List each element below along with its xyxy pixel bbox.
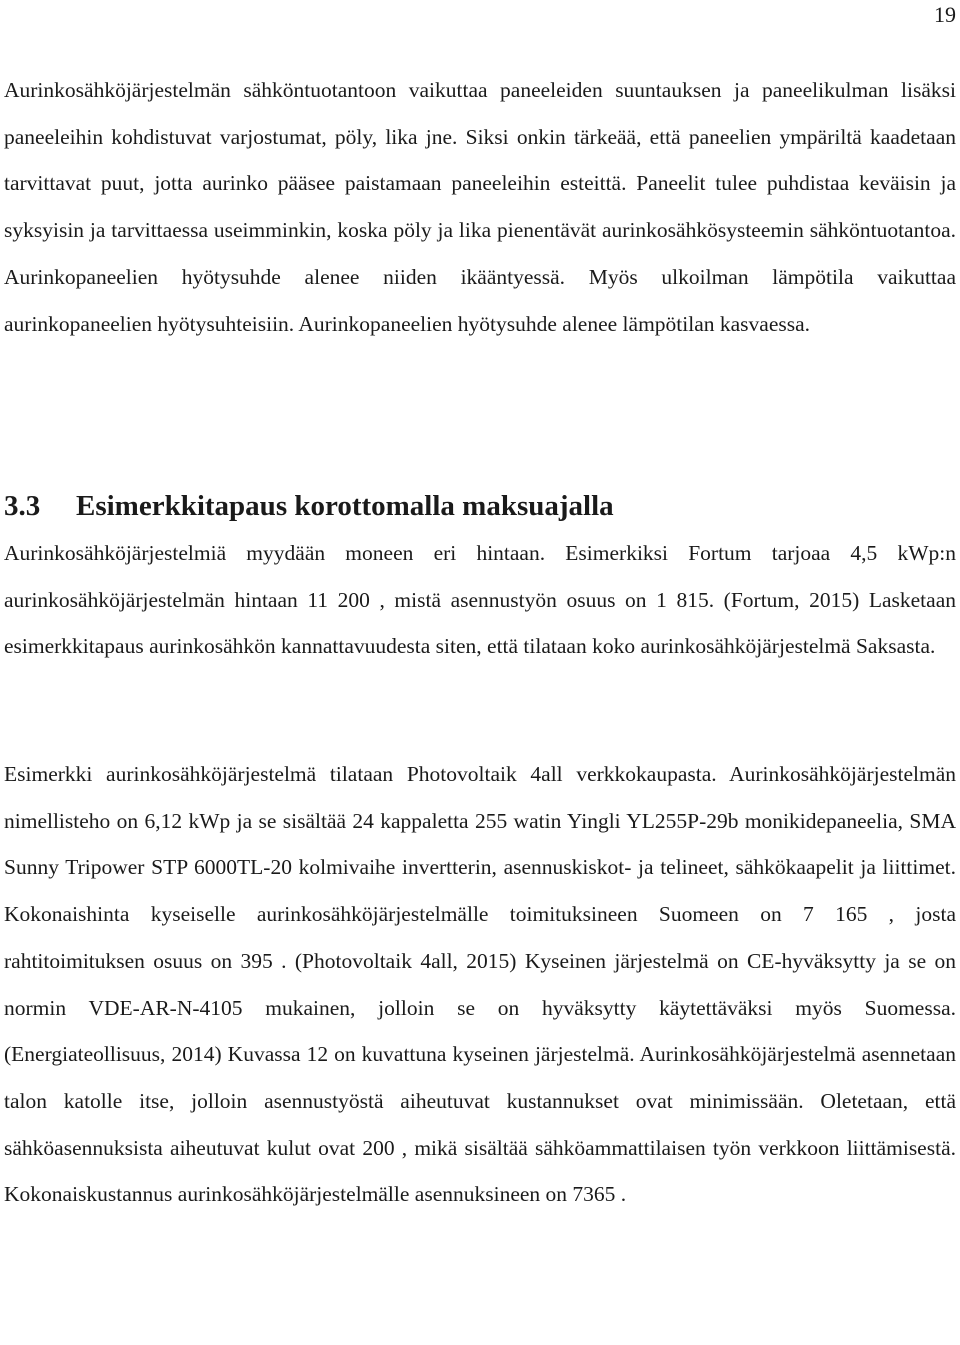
page-number: 19: [934, 2, 956, 27]
paragraph-example-system: Esimerkki aurinkosähköjärjestelmä tilataan Photovoltaik 4all verkkokaupasta. Aurinkosähköjärjestelmän nimellisteho on 6,12 kWp ja se sisältää 24 kappaletta 255 watin Yingli YL255P-29b monikidepaneelia, SMA Sunny Tripower STP 6000TL-20 kolmivaihe invertterin, asennuskiskot- ja telineet, sähkökaapelit ja liittimet. Kokonaishinta kyseiselle aurinkosähköjärjestelmälle toimituksineen Suomeen on 7 165 , josta rahtitoimituksen osuus on 395 . (Photovoltaik 4all, 2015) Kyseinen järjestelmä on CE-hyväksytty ja se on normin VDE-AR-N-4105 mukainen, jolloin se on hyväksytty käytettäväksi myös Suomessa. (Energiateollisuus, 2014) Kuvassa 12 on kuvattuna kyseinen järjestelmä. Aurinkosähköjärjestelmä asennetaan talon katolle itse, jolloin asennustyöstä aiheutuvat kustannukset ovat minimissään. Oletetaan, että sähköasennuksista aiheutuvat kulut ovat 200 , mikä sisältää sähköammattilaisen työn verkkoon liittämisestä. Kokonaiskustannus aurinkosähköjärjestelmälle asennuksineen on 7365 .: [4, 762, 956, 1207]
paragraph-panel-efficiency: Aurinkosähköjärjestelmän sähköntuotantoon vaikuttaa paneeleiden suuntauksen ja paneelikulman lisäksi paneeleihin kohdistuvat varjostumat, pöly, lika jne. Siksi onkin tärkeää, että paneelien ympäriltä kaadetaan tarvittavat puut, jotta aurinko pääsee paistamaan paneeleihin esteittä. Paneelit tulee puhdistaa keväisin ja syksyisin ja tarvittaessa useimminkin, koska pöly ja lika pienentävät aurinkosähkösysteemin sähköntuotantoa. Aurinkopaneelien hyötysuhde alenee niiden ikääntyessä. Myös ulkoilman lämpötila vaikuttaa aurinkopaneelien hyötysuhteisiin. Aurinkopaneelien hyötysuhde alenee lämpötilan kasvaessa.: [4, 78, 956, 336]
section-number: 3.3: [4, 490, 41, 522]
section-title: Esimerkkitapaus korottomalla maksuajalla: [76, 490, 614, 522]
section-heading: [4, 483, 614, 529]
paragraph-system-prices: Aurinkosähköjärjestelmiä myydään moneen eri hintaan. Esimerkiksi Fortum tarjoaa 4,5 kWp:n aurinkosähköjärjestelmän hintaan 11 200 , mistä asennustyön osuus on 1 815. (Fortum, 2015) Lasketaan esimerkkitapaus aurinkosähkön kannattavuudesta siten, että tilataan koko aurinkosähköjärjestelmä Saksasta.: [4, 541, 956, 659]
